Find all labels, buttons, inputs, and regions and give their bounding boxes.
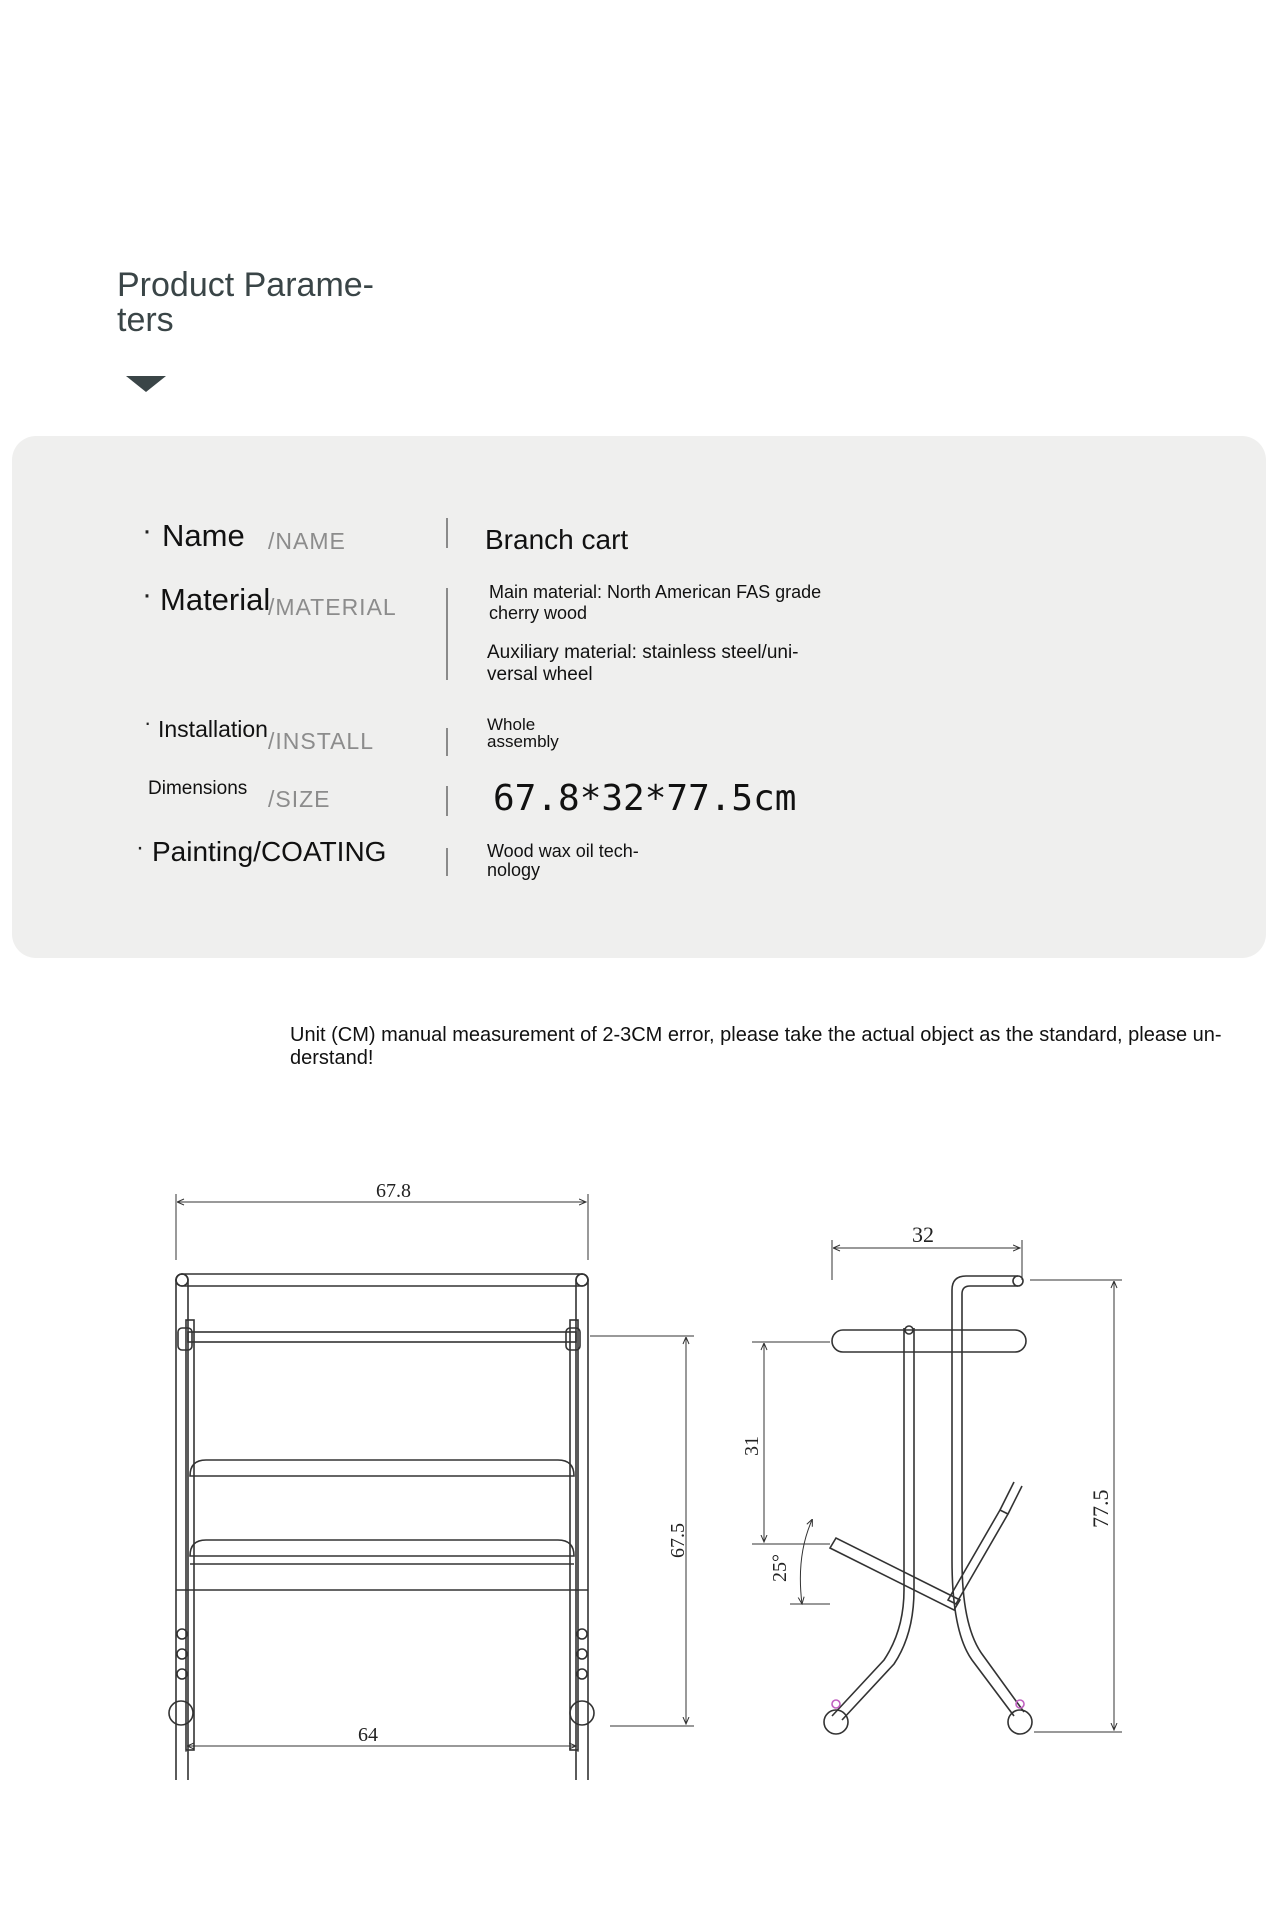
name-value: Branch cart <box>485 524 629 555</box>
front-base-width-label: 64 <box>358 1724 378 1746</box>
installation-value <box>487 716 559 750</box>
material-label: Material <box>160 582 271 617</box>
material-aux <box>487 642 799 686</box>
material-label-en: /MATERIAL <box>268 594 397 620</box>
front-view <box>169 1194 694 1780</box>
front-lower-shelf <box>190 1540 574 1556</box>
installation-label-en: /INSTALL <box>268 728 374 754</box>
row-divider <box>446 518 448 548</box>
side-shelf-arm-right <box>948 1510 1008 1604</box>
painting-value-line2: nology <box>487 860 541 880</box>
left-wheel-accent-icon <box>832 1700 840 1708</box>
section-title-line1: Product Parame- <box>117 266 374 304</box>
dimensions-label-en: /SIZE <box>268 786 331 812</box>
side-angle-arc <box>800 1520 812 1604</box>
side-right-leg <box>952 1560 1014 1716</box>
material-main-line1: Main material: North American FAS grade <box>489 582 822 602</box>
name-label: Name <box>162 518 245 553</box>
material-main-line2: cherry wood <box>489 603 588 623</box>
side-right-wheel <box>1008 1710 1032 1734</box>
down-arrow-icon <box>126 376 166 392</box>
section-title-line2: ters <box>117 301 174 339</box>
dimensions-label: Dimensions <box>148 778 248 799</box>
material-aux-line2: versal wheel <box>487 664 593 685</box>
front-shelf-height-label: 67.5 <box>667 1523 689 1558</box>
row-divider <box>446 848 448 876</box>
measurement-note-line1: Unit (CM) manual measurement of 2-3CM error, please take the actual object as the standard, please un- <box>290 1024 1222 1046</box>
dimensions-value: 67.8*32*77.5cm <box>493 778 797 819</box>
row-divider <box>446 786 448 816</box>
bullet: · <box>142 514 152 547</box>
side-left-wheel <box>824 1710 848 1734</box>
material-aux-line1: Auxiliary material: stainless steel/uni- <box>487 642 799 663</box>
painting-value-line1: Wood wax oil tech- <box>487 841 639 861</box>
side-depth-label: 32 <box>912 1222 934 1247</box>
installation-value-line1: Whole <box>487 715 536 734</box>
measurement-note <box>290 1024 1250 1070</box>
measurement-note-line2: derstand! <box>290 1047 374 1069</box>
side-drop-label: 31 <box>741 1436 763 1456</box>
front-top-handle <box>176 1274 588 1286</box>
bullet: · <box>142 578 152 611</box>
installation-label: Installation <box>158 716 268 742</box>
front-middle-shelf <box>190 1460 574 1476</box>
front-left-wheel <box>169 1701 193 1725</box>
bullet: · <box>144 710 152 735</box>
front-top-width-label: 67.8 <box>376 1180 411 1202</box>
side-shelf-arm-left <box>830 1538 960 1610</box>
side-tray <box>832 1330 1026 1352</box>
painting-label: Painting/COATING <box>152 836 387 867</box>
technical-drawing <box>0 1160 1278 1780</box>
parameter-panel <box>12 436 1266 958</box>
name-label-en: /NAME <box>268 528 346 554</box>
side-view <box>752 1240 1122 1734</box>
bullet: · <box>136 834 144 861</box>
material-main <box>489 582 821 624</box>
side-left-leg <box>832 1590 904 1716</box>
section-title <box>117 268 407 338</box>
row-divider <box>446 588 448 680</box>
front-right-wheel <box>570 1701 594 1725</box>
installation-value-line2: assembly <box>487 732 559 751</box>
painting-value <box>487 842 639 880</box>
row-divider <box>446 728 448 756</box>
front-upper-tray <box>188 1332 576 1342</box>
side-height-label: 77.5 <box>1088 1489 1113 1528</box>
side-angle-label: 25° <box>769 1554 791 1582</box>
